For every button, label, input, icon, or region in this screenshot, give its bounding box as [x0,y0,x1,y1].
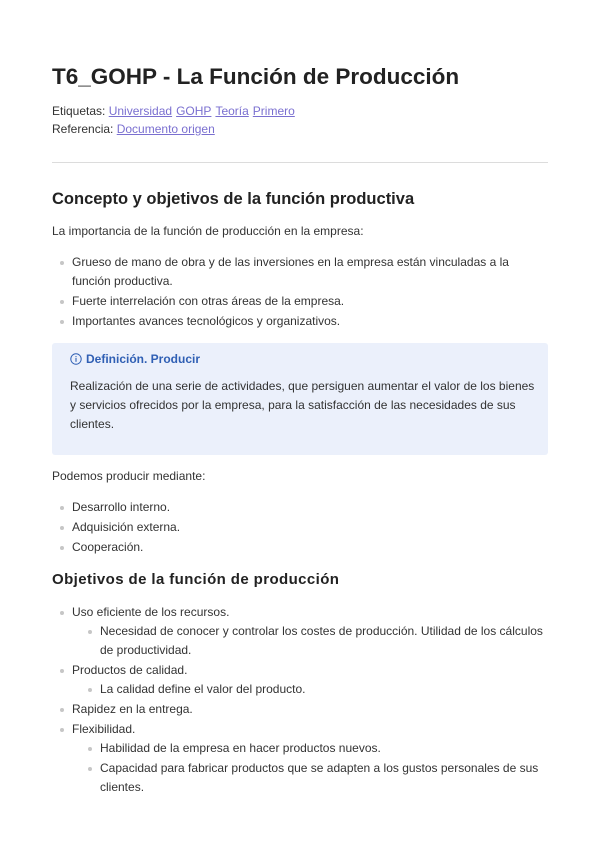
section-intro: La importancia de la función de producción en la empresa: [52,224,364,238]
sub-list-item: La calidad define el valor del producto. [72,680,548,699]
tag-link-universidad[interactable]: Universidad [108,104,173,118]
sub-list [72,680,548,699]
list-item [52,720,548,797]
list-item: Grueso de mano de obra y de las inversiones en la empresa están vinculadas a la función productiva. [52,253,548,291]
list-item-label: Flexibilidad. [72,722,136,736]
callout-title [70,352,200,366]
sub-list-item: Habilidad de la empresa en hacer productos nuevos. [72,739,548,758]
tag-link-gohp[interactable]: GOHP [176,104,212,118]
section-heading-concepto: Concepto y objetivos de la función productiva [52,190,415,208]
list-item-label: Rapidez en la entrega. [72,702,193,716]
list-item: Adquisición externa. [52,518,548,537]
tag-link-primero[interactable]: Primero [252,104,295,118]
list-item-label: Productos de calidad. [72,663,188,677]
reference-line [52,122,215,136]
produce-intro: Podemos producir mediante: [52,469,206,483]
tags-label: Etiquetas: [52,104,106,118]
list-item: Importantes avances tecnológicos y organizativos. [52,312,548,331]
divider [52,162,548,163]
page-title: T6_GOHP - La Función de Producción [52,64,460,89]
list-item [52,603,548,660]
tag-link-teoria[interactable]: Teoría [215,104,249,118]
list-item-label: Uso eficiente de los recursos. [72,605,230,619]
sub-list [72,739,548,797]
objectives-list [52,603,548,798]
reference-label: Referencia: [52,122,114,136]
sub-list [72,622,548,660]
tags-line [52,104,295,118]
produce-list [52,498,548,558]
list-item: Fuerte interrelación con otras áreas de la empresa. [52,292,548,311]
callout-title-text: Definición. Producir [86,352,201,366]
callout-body: Realización de una serie de actividades, que persiguen aumentar el valor de los bienes y servicios ofrecidos por la empresa, para la satisfacción de las necesidades de sus clientes. [70,379,535,431]
list-item: Cooperación. [52,538,548,557]
definition-callout [52,343,548,455]
sub-list-item: Capacidad para fabricar productos que se adapten a los gustos personales de sus clientes. [72,759,548,797]
sub-list-item: Necesidad de conocer y controlar los costes de producción. Utilidad de los cálculos de productividad. [72,622,548,660]
list-item [52,700,548,719]
info-icon [70,353,82,365]
list-item [52,661,548,699]
list-item: Desarrollo interno. [52,498,548,517]
section-heading-objetivos: Objetivos de la función de producción [52,571,340,588]
reference-link[interactable]: Documento origen [116,122,215,136]
importance-list [52,253,548,332]
